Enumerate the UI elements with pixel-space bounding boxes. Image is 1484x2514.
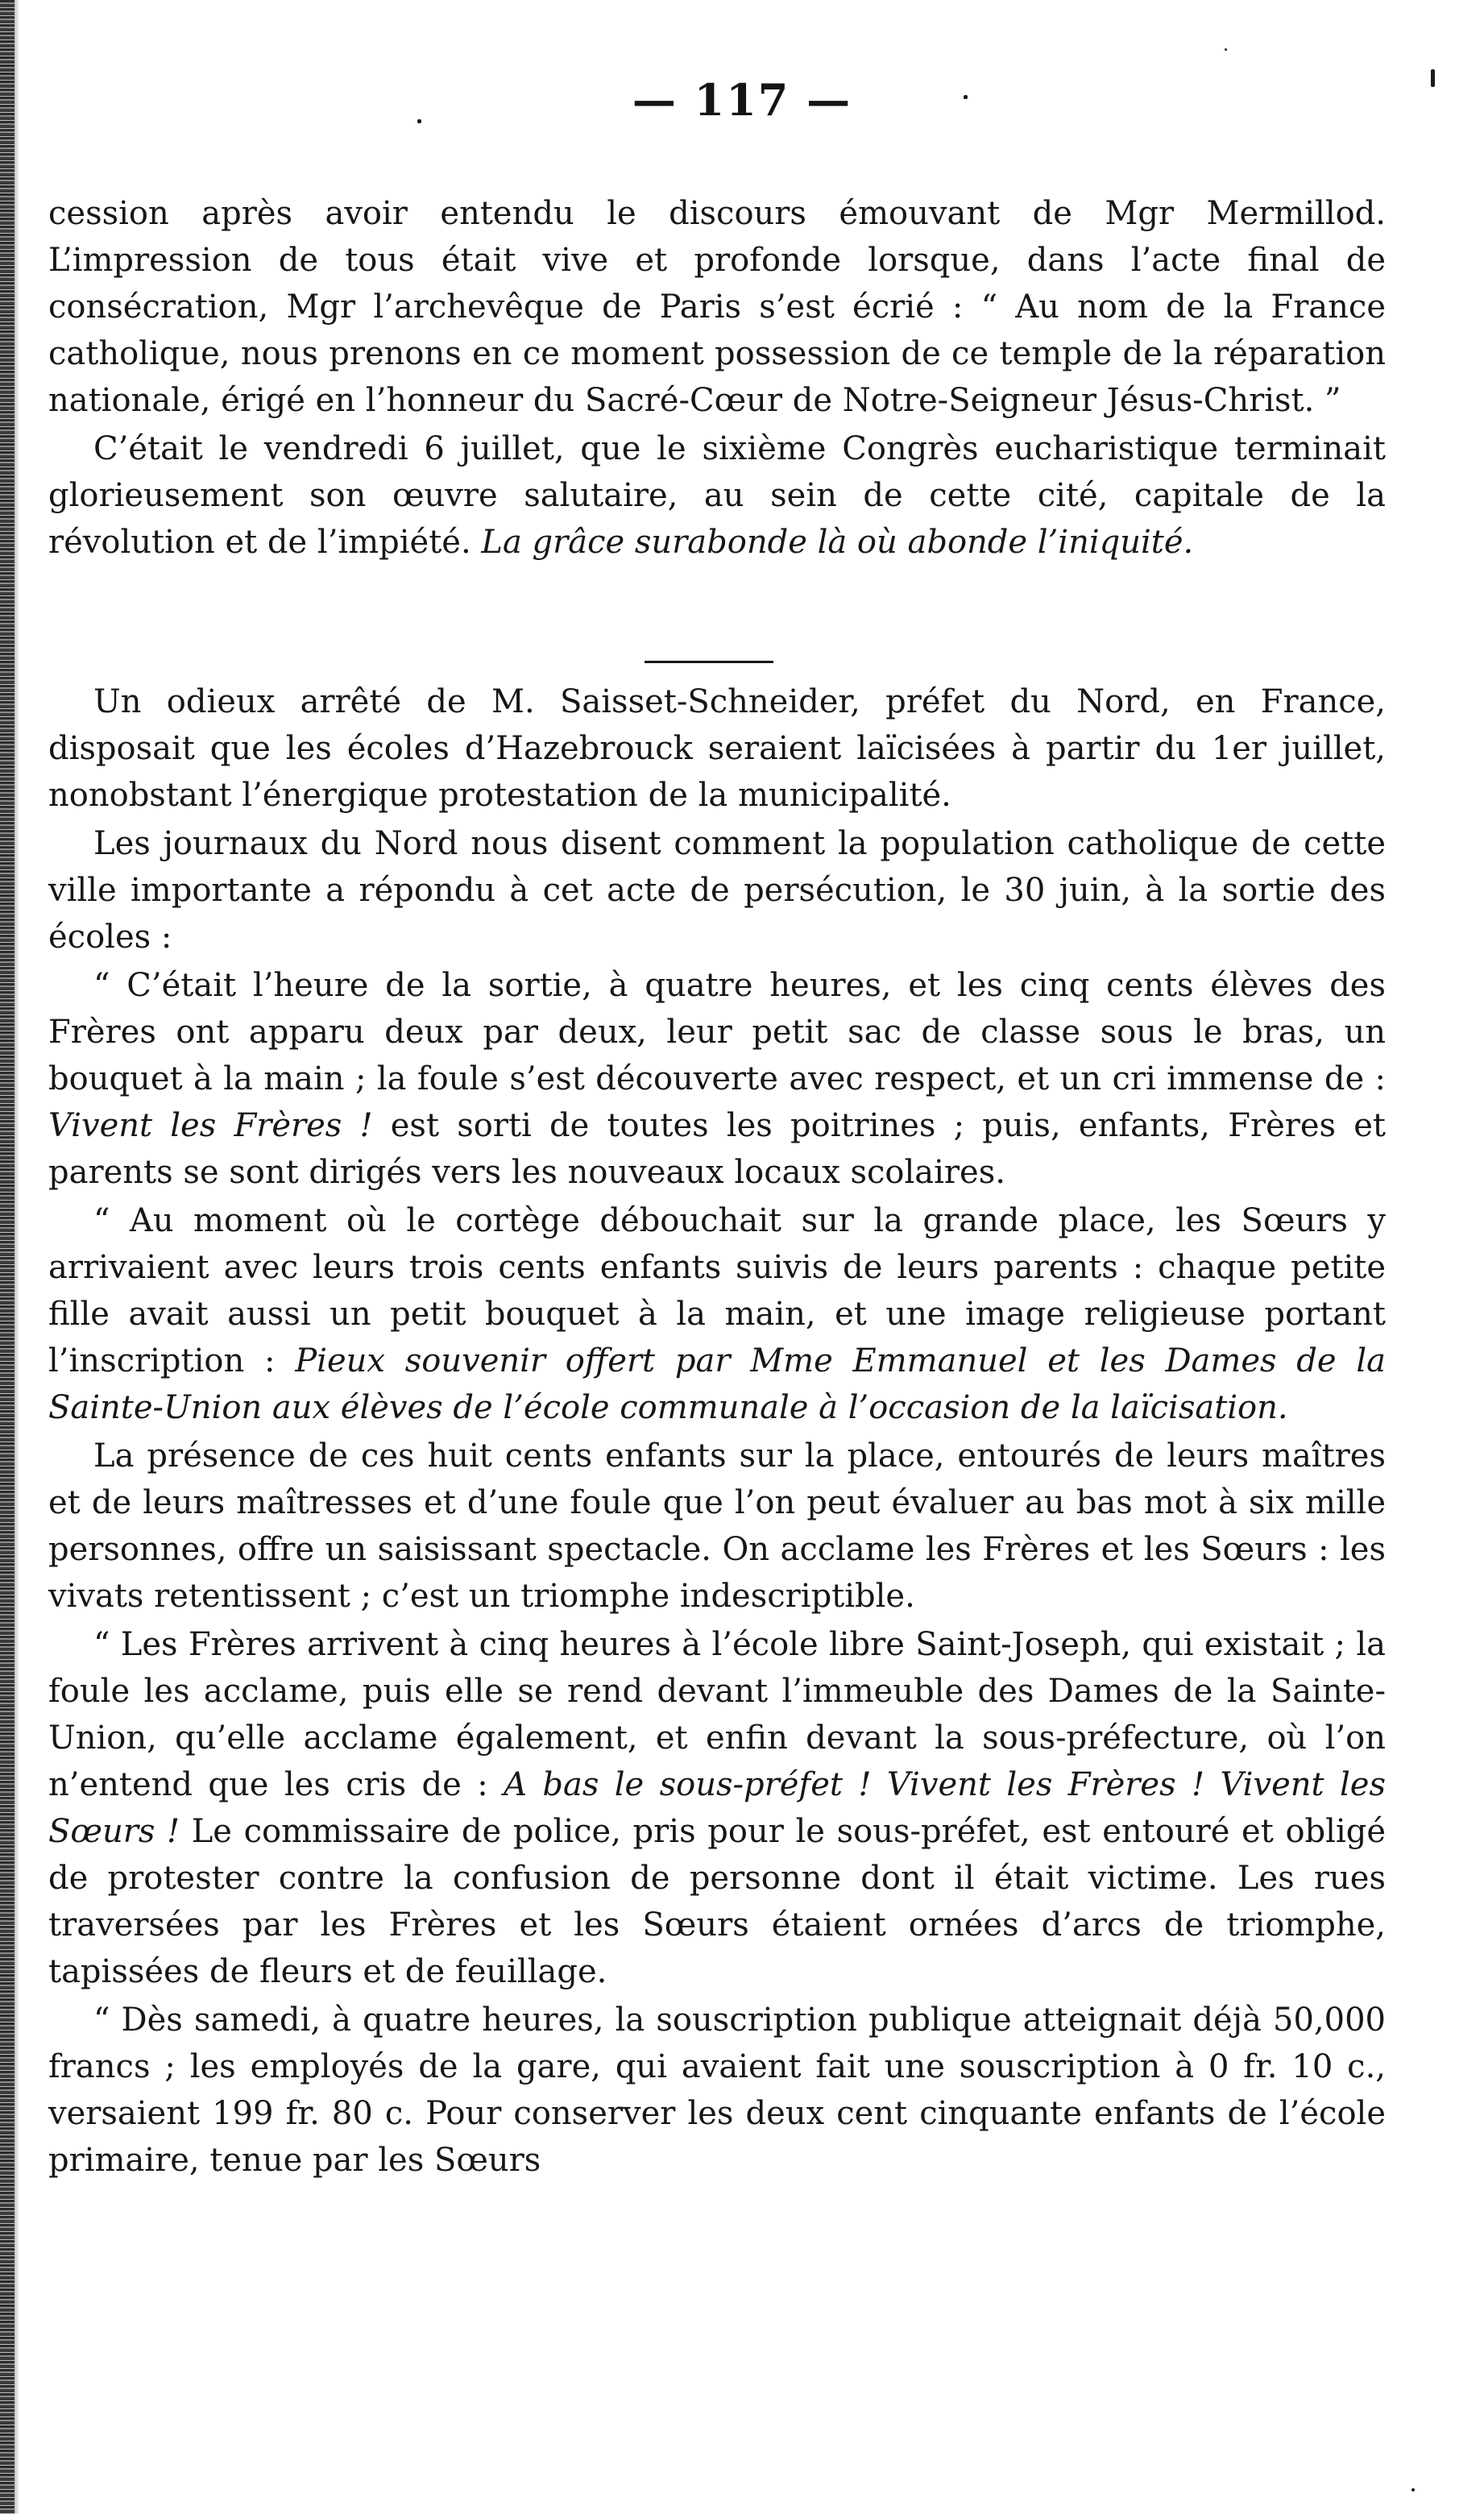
scan-speck xyxy=(1225,48,1227,51)
paragraph xyxy=(48,962,1386,1196)
section-divider xyxy=(645,661,773,663)
text-run: “ Les Frères arrivent à cinq heures à l’école libre Saint-Joseph, qui existait ; la foule les acclame, puis elle se rend devant l’immeuble des Dames de la Sainte-Union, qu’elle acclame également, et enfin devant la sous-préfecture, où l’on n’entend que les cris de : xyxy=(48,1626,1386,1803)
italic-text-run: Pieux souvenir offert par Mme Emmanuel et les Dames de la Sainte-Union aux élèves de l’école communale à l’occasion de la laïcisation. xyxy=(48,1342,1386,1426)
italic-text-run: Vivent les Frères ! xyxy=(48,1107,373,1144)
paragraph xyxy=(48,425,1386,566)
paragraph xyxy=(48,1997,1386,2184)
text-run: C’était le vendredi 6 juillet, que le sixième Congrès eucharistique terminait glorieusement son œuvre salutaire, au sein de cette cité, capitale de la révolution et de l’impiété. xyxy=(48,430,1386,561)
binding-edge xyxy=(0,0,15,2514)
text-run: La présence de ces huit cents enfants sur la place, entourés de leurs maîtres et de leurs maîtresses et d’une foule que l’on peut évaluer au bas mot à six mille personnes, offre un saisissant spectacle. On acclame les Frères et les Sœurs : les vivats retentissent ; c’est un triomphe indescriptible. xyxy=(48,1437,1386,1615)
italic-text-run: La grâce surabonde là où abonde l’iniquité. xyxy=(481,524,1194,561)
paragraph xyxy=(48,1197,1386,1431)
text-run: “ Au moment où le cortège débouchait sur la grande place, les Sœurs y arrivaient avec leurs trois cents enfants suivis de leurs parents : chaque petite fille avait aussi un petit bouquet à la main, et une image religieuse portant l’inscription : xyxy=(48,1202,1386,1379)
text-run: Un odieux arrêté de M. Saisset-Schneider, préfet du Nord, en France, disposait que les écoles d’Hazebrouck seraient laïcisées à partir du 1er juillet, nonobstant l’énergique protestation de la municipalité. xyxy=(48,683,1386,814)
text-run: cession après avoir entendu le discours émouvant de Mgr Mermillod. L’impression de tous était vive et profonde lorsque, dans l’acte final de consécration, Mgr l’archevêque de Paris s’est écrié : “ Au nom de la France catholique, nous prenons en ce moment possession de ce temple de la réparation nationale, érigé en l’honneur du Sacré-Cœur de Notre-Seigneur Jésus-Christ. ” xyxy=(48,195,1386,419)
scan-speck xyxy=(417,119,421,123)
page-number: — 117 — xyxy=(632,74,852,126)
section-hazebrouck xyxy=(48,678,1386,2184)
text-run: “ C’était l’heure de la sortie, à quatre heures, et les cinq cents élèves des Frères ont apparu deux par deux, leur petit sac de classe sous le bras, un bouquet à la main ; la foule s’est découverte avec respect, et un cri immense de : xyxy=(48,967,1386,1097)
scan-speck xyxy=(964,95,968,99)
scan-speck xyxy=(1431,69,1435,87)
italic-text-run: A bas le sous-préfet ! Vivent les Frères ! Vivent les Sœurs ! xyxy=(48,1766,1386,1850)
paragraph xyxy=(48,1621,1386,1995)
section-congres xyxy=(48,190,1386,566)
text-run: est sorti de toutes les poitrines ; puis, enfants, Frères et parents se sont dirigés vers les nouveaux locaux scolaires. xyxy=(48,1107,1387,1191)
paragraph xyxy=(48,678,1386,819)
paragraph xyxy=(48,190,1386,424)
paragraph xyxy=(48,820,1386,960)
text-run: Les journaux du Nord nous disent comment la population catholique de cette ville importante a répondu à cet acte de persécution, le 30 juin, à la sortie des écoles : xyxy=(48,825,1386,956)
text-run: “ Dès samedi, à quatre heures, la souscription publique atteignait déjà 50,000 francs ; les employés de la gare, qui avaient fait une souscription à 0 fr. 10 c., versaient 199 fr. 80 c. Pour conserver les deux cent cinquante enfants de l’école primaire, tenue par les Sœurs xyxy=(48,2002,1386,2179)
text-run: Le commissaire de police, pris pour le sous-préfet, est entouré et obligé de protester contre la confusion de personne dont il était victime. Les rues traversées par les Frères et les Sœurs étaient ornées d’arcs de triomphe, tapissées de fleurs et de feuillage. xyxy=(48,1813,1386,1990)
scan-speck xyxy=(1411,2488,1415,2491)
paragraph xyxy=(48,1433,1386,1620)
